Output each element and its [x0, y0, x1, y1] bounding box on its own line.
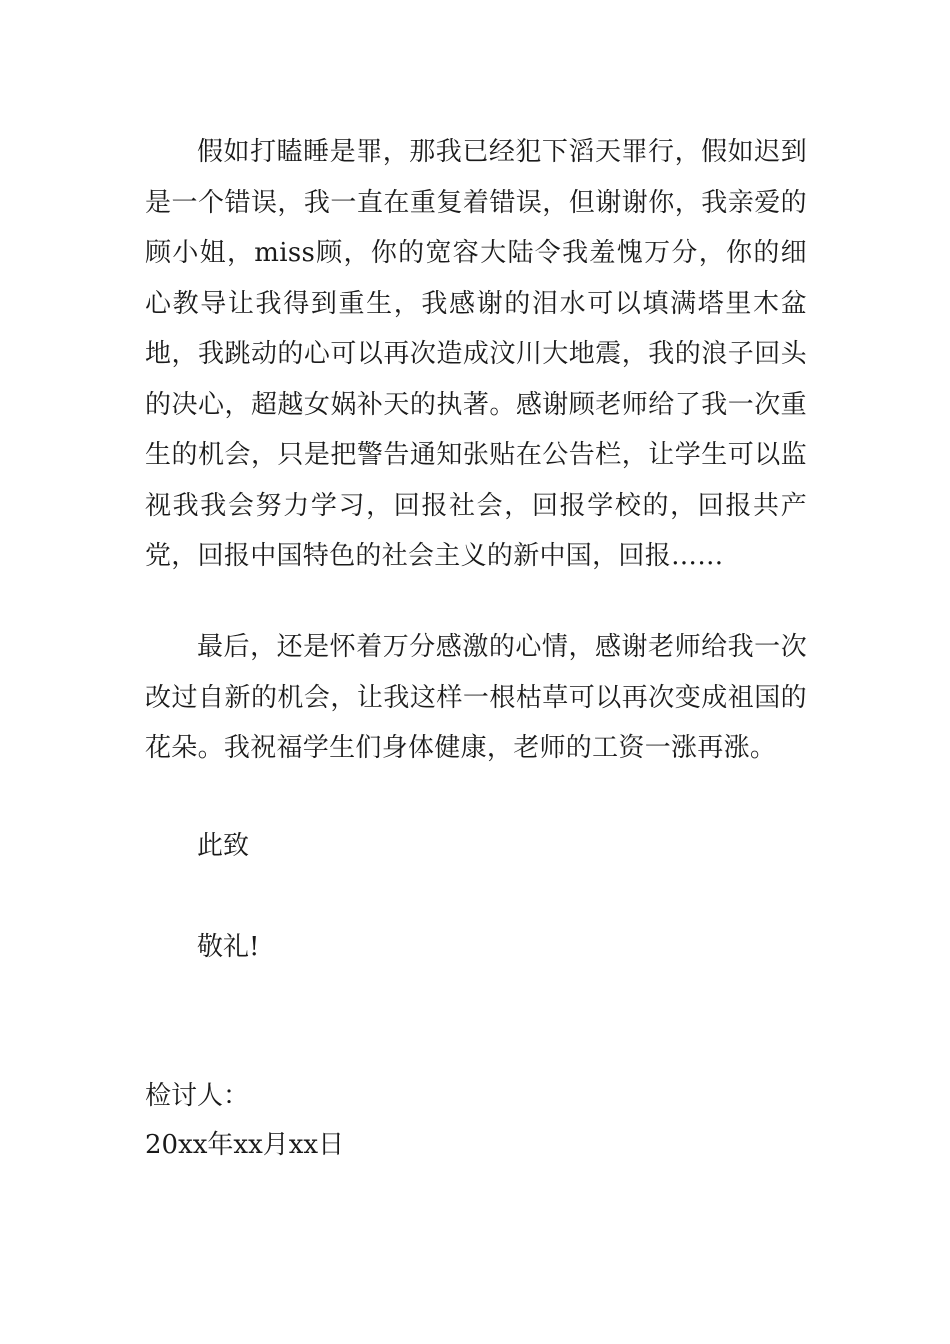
salutation: 敬礼!: [197, 932, 260, 962]
signer-label: 检讨人：: [145, 1081, 250, 1111]
body-paragraph-2: 最后，还是怀着万分感激的心情，感谢老师给我一次改过自新的机会，让我这样一根枯草可以再次变成祖国的花朵。我祝福学生们身体健康，老师的工资一涨再涨。: [145, 632, 807, 763]
closing-phrase: 此致: [197, 831, 250, 861]
document-date: 20xx年xx月xx日: [145, 1130, 345, 1160]
body-paragraph-1: 假如打瞌睡是罪，那我已经犯下滔天罪行，假如迟到是一个错误，我一直在重复着错误，但谢谢你，我亲爱的顾小姐，miss顾，你的宽容大陆令我羞愧万分，你的细心教导让我得到重生，我感谢的泪水可以填满塔里木盆地，我跳动的心可以再次造成汶川大地震，我的浪子回头的决心，超越女娲补天的执著。感谢顾老师给了我一次重生的机会，只是把警告通知张贴在公告栏，让学生可以监视我我会努力学习，回报社会，回报学校的，回报共产党，回报中国特色的社会主义的新中国，回报……: [145, 137, 807, 571]
